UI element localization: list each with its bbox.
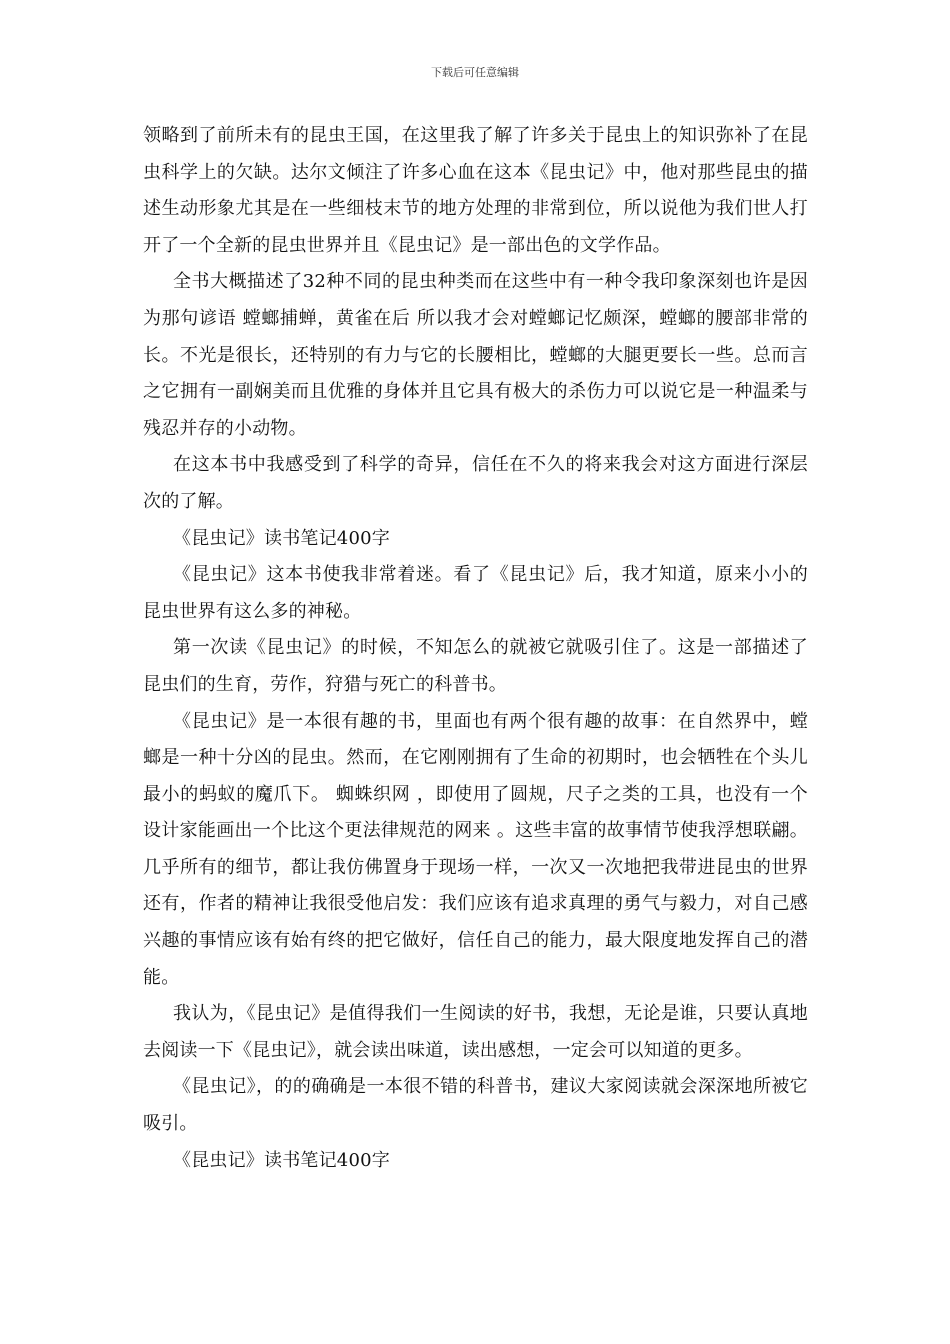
section-heading: 《昆虫记》读书笔记400字 [173, 1149, 390, 1171]
paragraph: 领略到了前所未有的昆虫王国，在这里我了解了许多关于昆虫上的知识弥补了在昆虫科学上的欠缺。达尔文倾注了许多心血在这本《昆虫记》中，他对那些昆虫的描述生动形象尤其是在一些细枝末节的地方处理的非常到位，所以说他为我们世人打开了一个全新的昆虫世界并且《昆虫记》是一部出色的文学作品。 [143, 125, 808, 256]
page-header: 下载后可任意编辑 [431, 66, 519, 79]
paragraph: 《昆虫记》这本书使我非常着迷。看了《昆虫记》后，我才知道，原来小小的昆虫世界有这么多的神秘。 [143, 564, 808, 622]
paragraph: 在这本书中我感受到了科学的奇异，信任在不久的将来我会对这方面进行深层次的了解。 [143, 454, 808, 512]
paragraph: 《昆虫记》是一本很有趣的书，里面也有两个很有趣的故事：在自然界中，螳螂是一种十分凶的昆虫。然而，在它刚刚拥有了生命的初期时，也会牺牲在个头儿最小的蚂蚁的魔爪下。 蜘蛛织网 ，即使用了圆规，尺子之类的工具，也没有一个设计家能画出一个比这个更法律规范的网来 。这些丰富的故事情节使我浮想联翩。几乎所有的细节，都让我仿佛置身于现场一样，一次又一次地把我带进昆虫的世界 还有，作者的精神让我很受他启发：我们应该有追求真理的勇气与毅力，对自己感兴趣的事情应该有始有终的把它做好，信任自己的能力，最大限度地发挥自己的潜能。 [143, 710, 808, 988]
document-body [143, 118, 808, 1179]
paragraph: 第一次读《昆虫记》的时候，不知怎么的就被它就吸引住了。这是一部描述了昆虫们的生育，劳作，狩猎与死亡的科普书。 [143, 637, 808, 695]
paragraph: 《昆虫记》，的的确确是一本很不错的科普书，建议大家阅读就会深深地所被它吸引。 [143, 1076, 808, 1135]
paragraph: 我认为，《昆虫记》是值得我们一生阅读的好书，我想，无论是谁，只要认真地去阅读一下《昆虫记》，就会读出味道，读出感想，一定会可以知道的更多。 [143, 1003, 808, 1061]
section-heading: 《昆虫记》读书笔记400字 [173, 527, 390, 549]
paragraph: 全书大概描述了32种不同的昆虫种类而在这些中有一种令我印象深刻也许是因为那句谚语 螳螂捕蝉，黄雀在后 所以我才会对螳螂记忆颇深，螳螂的腰部非常的长。不光是很长，还特别的有力与它的长腰相比，螳螂的大腿更要长一些。总而言之它拥有一副娴美而且优雅的身体并且它具有极大的杀伤力可以说它是一种温柔与残忍并存的小动物。 [143, 271, 808, 439]
